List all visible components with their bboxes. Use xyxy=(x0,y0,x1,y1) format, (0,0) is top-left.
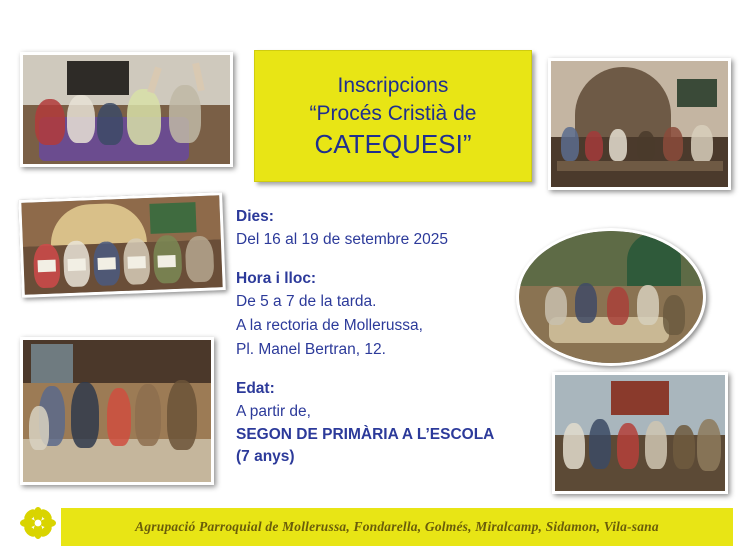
title-line-1: Inscripcions xyxy=(337,74,449,97)
section-hora-lloc-line-1: De 5 a 7 de la tarda. xyxy=(236,293,377,310)
footer-text: Agrupació Parroquial de Mollerussa, Fondarella, Golmés, Miralcamp, Sidamon, Vila-sana xyxy=(135,519,659,534)
section-edat xyxy=(236,378,536,468)
photo-children-activity-room xyxy=(552,372,728,494)
photo-classroom-children-raising-hands xyxy=(20,52,233,167)
photo-children-dancing-hall xyxy=(20,337,214,485)
section-hora-lloc-label: Hora i lloc: xyxy=(236,270,317,287)
section-hora-lloc xyxy=(236,268,536,362)
section-hora-lloc-line-3: Pl. Manel Bertran, 12. xyxy=(236,341,386,358)
section-edat-strong-2: (7 anys) xyxy=(236,448,295,465)
section-dies-label: Dies: xyxy=(236,208,274,225)
footer-bar xyxy=(61,508,733,546)
photo-children-circle-tables xyxy=(516,228,706,366)
photo-children-with-diplomas xyxy=(18,192,226,298)
section-edat-line-1: A partir de, xyxy=(236,403,311,420)
photo-parish-hall-chairs xyxy=(548,58,731,190)
info-block xyxy=(236,206,536,468)
title-line-3: CATEQUESI” xyxy=(314,129,472,159)
title-line-2: “Procés Cristià de xyxy=(309,102,477,125)
section-edat-strong-1: SEGON DE PRIMÀRIA A L’ESCOLA xyxy=(236,426,495,443)
flower-icon xyxy=(20,505,56,545)
section-dies xyxy=(236,206,536,252)
section-hora-lloc-line-2: A la rectoria de Mollerussa, xyxy=(236,317,423,334)
section-dies-line-1: Del 16 al 19 de setembre 2025 xyxy=(236,231,448,248)
section-edat-label: Edat: xyxy=(236,380,275,397)
title-banner xyxy=(254,50,532,182)
